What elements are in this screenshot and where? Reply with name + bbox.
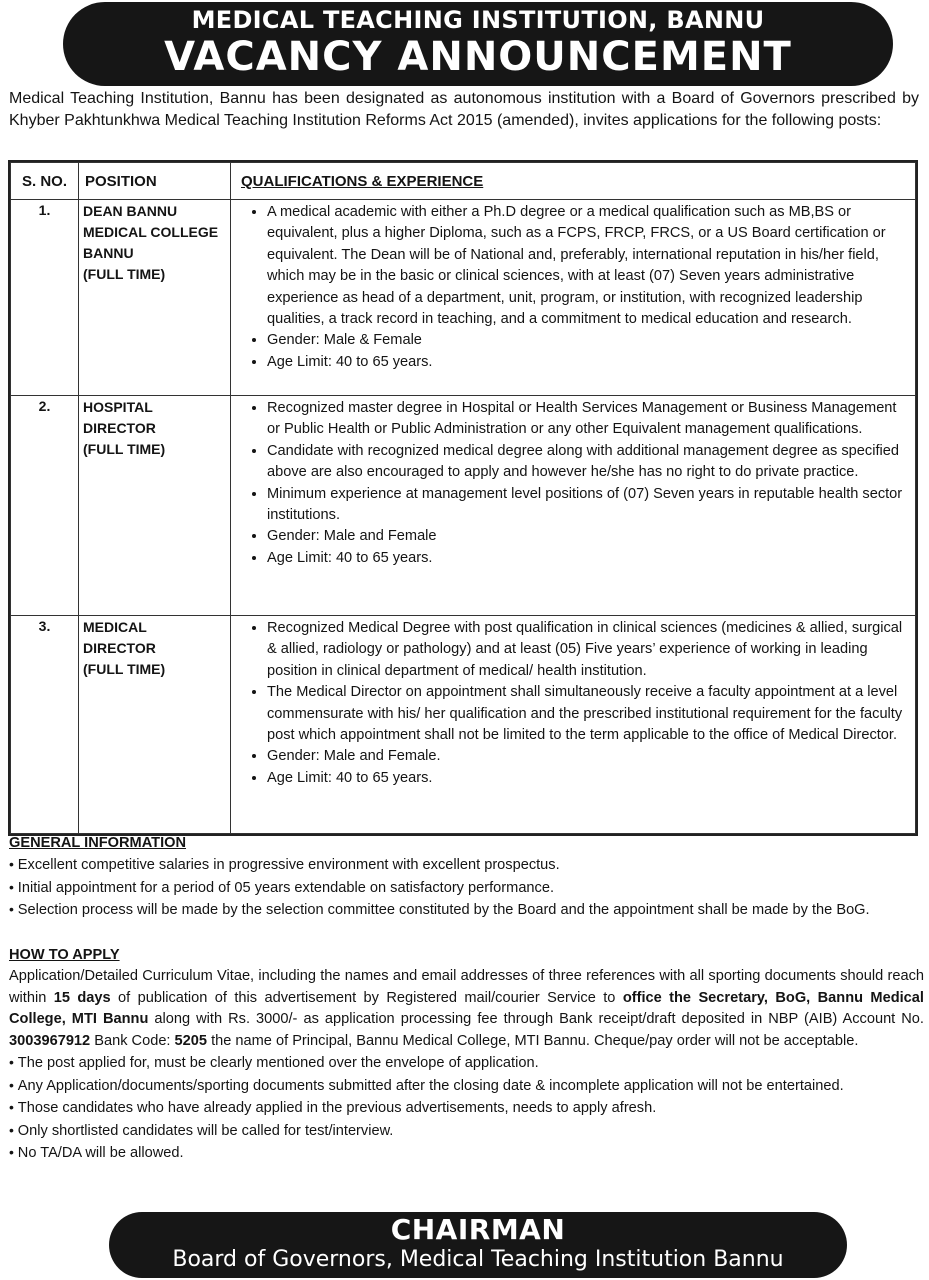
footer-subtitle: Board of Governors, Medical Teaching Institution Bannu — [172, 1247, 784, 1272]
list-item: • Gender: Male and Female. — [267, 746, 909, 767]
how-to-apply — [9, 944, 924, 1165]
qualifications-cell — [231, 396, 916, 616]
list-item: • No TA/DA will be allowed. — [9, 1142, 924, 1165]
qualifications-header: QUALIFICATIONS & EXPERIENCE — [231, 163, 916, 200]
sno-header: S. NO. — [11, 163, 79, 200]
qualifications-cell — [231, 616, 916, 834]
list-item: • Age Limit: 40 to 65 years. — [267, 352, 909, 373]
list-item: • A medical academic with either a Ph.D degree or a medical qualification such as MB,BS or equivalent, plus a higher Diploma, such as a FCPS, FRCP, FRCS, or a US Board certification or equivalent. The Dean will be of National and, preferably, international reputation in his/her field, which may be in the basic or clinical sciences, with at least (07) Seven years administrative experience as head of a department, unit, program, or institution, with recognized leadership qualities, a track record in teaching, and a commitment to medical education and research. — [267, 202, 909, 330]
intro-paragraph: Medical Teaching Institution, Bannu has been designated as autonomous institution with a Board of Governors prescribed by Khyber Pakhtunkhwa Medical Teaching Institution Reforms Act 2015 (amended), invites applications for the following posts: — [9, 90, 919, 129]
list-item: • Gender: Male & Female — [267, 330, 909, 351]
how-to-apply-heading: HOW TO APPLY — [9, 947, 120, 963]
list-item: • The post applied for, must be clearly mentioned over the envelope of application. — [9, 1052, 924, 1075]
table-row — [11, 200, 916, 396]
list-item: • Recognized Medical Degree with post qualification in clinical sciences (medicines & allied, surgical & allied, radiology or pathology) and at least (05) Five years’ experience of working in leading position in clinical department of medical/ health institution. — [267, 618, 909, 682]
list-item: • Selection process will be made by the selection committee constituted by the Board and the appointment shall be made by the BoG. — [9, 899, 924, 922]
position-title: MEDICAL DIRECTOR (FULL TIME) — [79, 616, 231, 834]
list-item: • The Medical Director on appointment shall simultaneously receive a faculty appointment at a level commensurate with his/ her qualification and the prescribed institutional requirement for the faculty post which appointment shall not be limited to the term applicable to the office of Medical Director. — [267, 682, 909, 746]
institution-name: MEDICAL TEACHING INSTITUTION, BANNU — [191, 6, 765, 34]
list-item: • Those candidates who have already applied in the previous advertisements, needs to apply afresh. — [9, 1097, 924, 1120]
table-row — [11, 616, 916, 834]
position-title: HOSPITAL DIRECTOR (FULL TIME) — [79, 396, 231, 616]
list-item: • Age Limit: 40 to 65 years. — [267, 768, 909, 789]
header-banner — [63, 2, 893, 86]
list-item: • Gender: Male and Female — [267, 526, 909, 547]
page-title: VACANCY ANNOUNCEMENT — [164, 34, 792, 80]
general-information — [9, 832, 924, 922]
table-row — [11, 396, 916, 616]
list-item: • Age Limit: 40 to 65 years. — [267, 548, 909, 569]
list-item: • Minimum experience at management level positions of (07) Seven years in reputable health sector institutions. — [267, 484, 909, 527]
list-item: • Excellent competitive salaries in progressive environment with excellent prospectus. — [9, 854, 924, 877]
position-title: DEAN BANNU MEDICAL COLLEGE BANNU (FULL TIME) — [79, 200, 231, 396]
footer-title: CHAIRMAN — [390, 1213, 566, 1246]
table-header-row — [11, 163, 916, 200]
general-information-heading: GENERAL INFORMATION — [9, 835, 187, 851]
list-item: • Recognized master degree in Hospital or Health Services Management or Business Management or Public Health or Public Administration or any other Equivalent management qualifications. — [267, 398, 909, 441]
vacancy-table — [8, 160, 918, 836]
list-item: • Candidate with recognized medical degree along with additional management degree as specified above are also encouraged to apply and however he/she has no right to do private practice. — [267, 441, 909, 484]
list-item: • Any Application/documents/sporting documents submitted after the closing date & incomplete application will not be entertained. — [9, 1075, 924, 1098]
row-number: 3. — [11, 616, 79, 834]
qualifications-cell — [231, 200, 916, 396]
position-header: POSITION — [79, 163, 231, 200]
row-number: 2. — [11, 396, 79, 616]
apply-paragraph: Application/Detailed Curriculum Vitae, including the names and email addresses of three references with all sporting documents should reach within 15 days of publication of this advertisement by Registered mail/courier Service to office the Secretary, BoG, Bannu Medical College, MTI Bannu along with Rs. 3000/- as application processing fee through Bank receipt/draft deposited in NBP (AIB) Account No. 3003967912 Bank Code: 5205 the name of Principal, Bannu Medical College, MTI Bannu. Cheque/pay order will not be acceptable. — [9, 968, 924, 1049]
list-item: • Only shortlisted candidates will be called for test/interview. — [9, 1120, 924, 1143]
footer-banner — [109, 1212, 847, 1278]
list-item: • Initial appointment for a period of 05 years extendable on satisfactory performance. — [9, 877, 924, 900]
row-number: 1. — [11, 200, 79, 396]
